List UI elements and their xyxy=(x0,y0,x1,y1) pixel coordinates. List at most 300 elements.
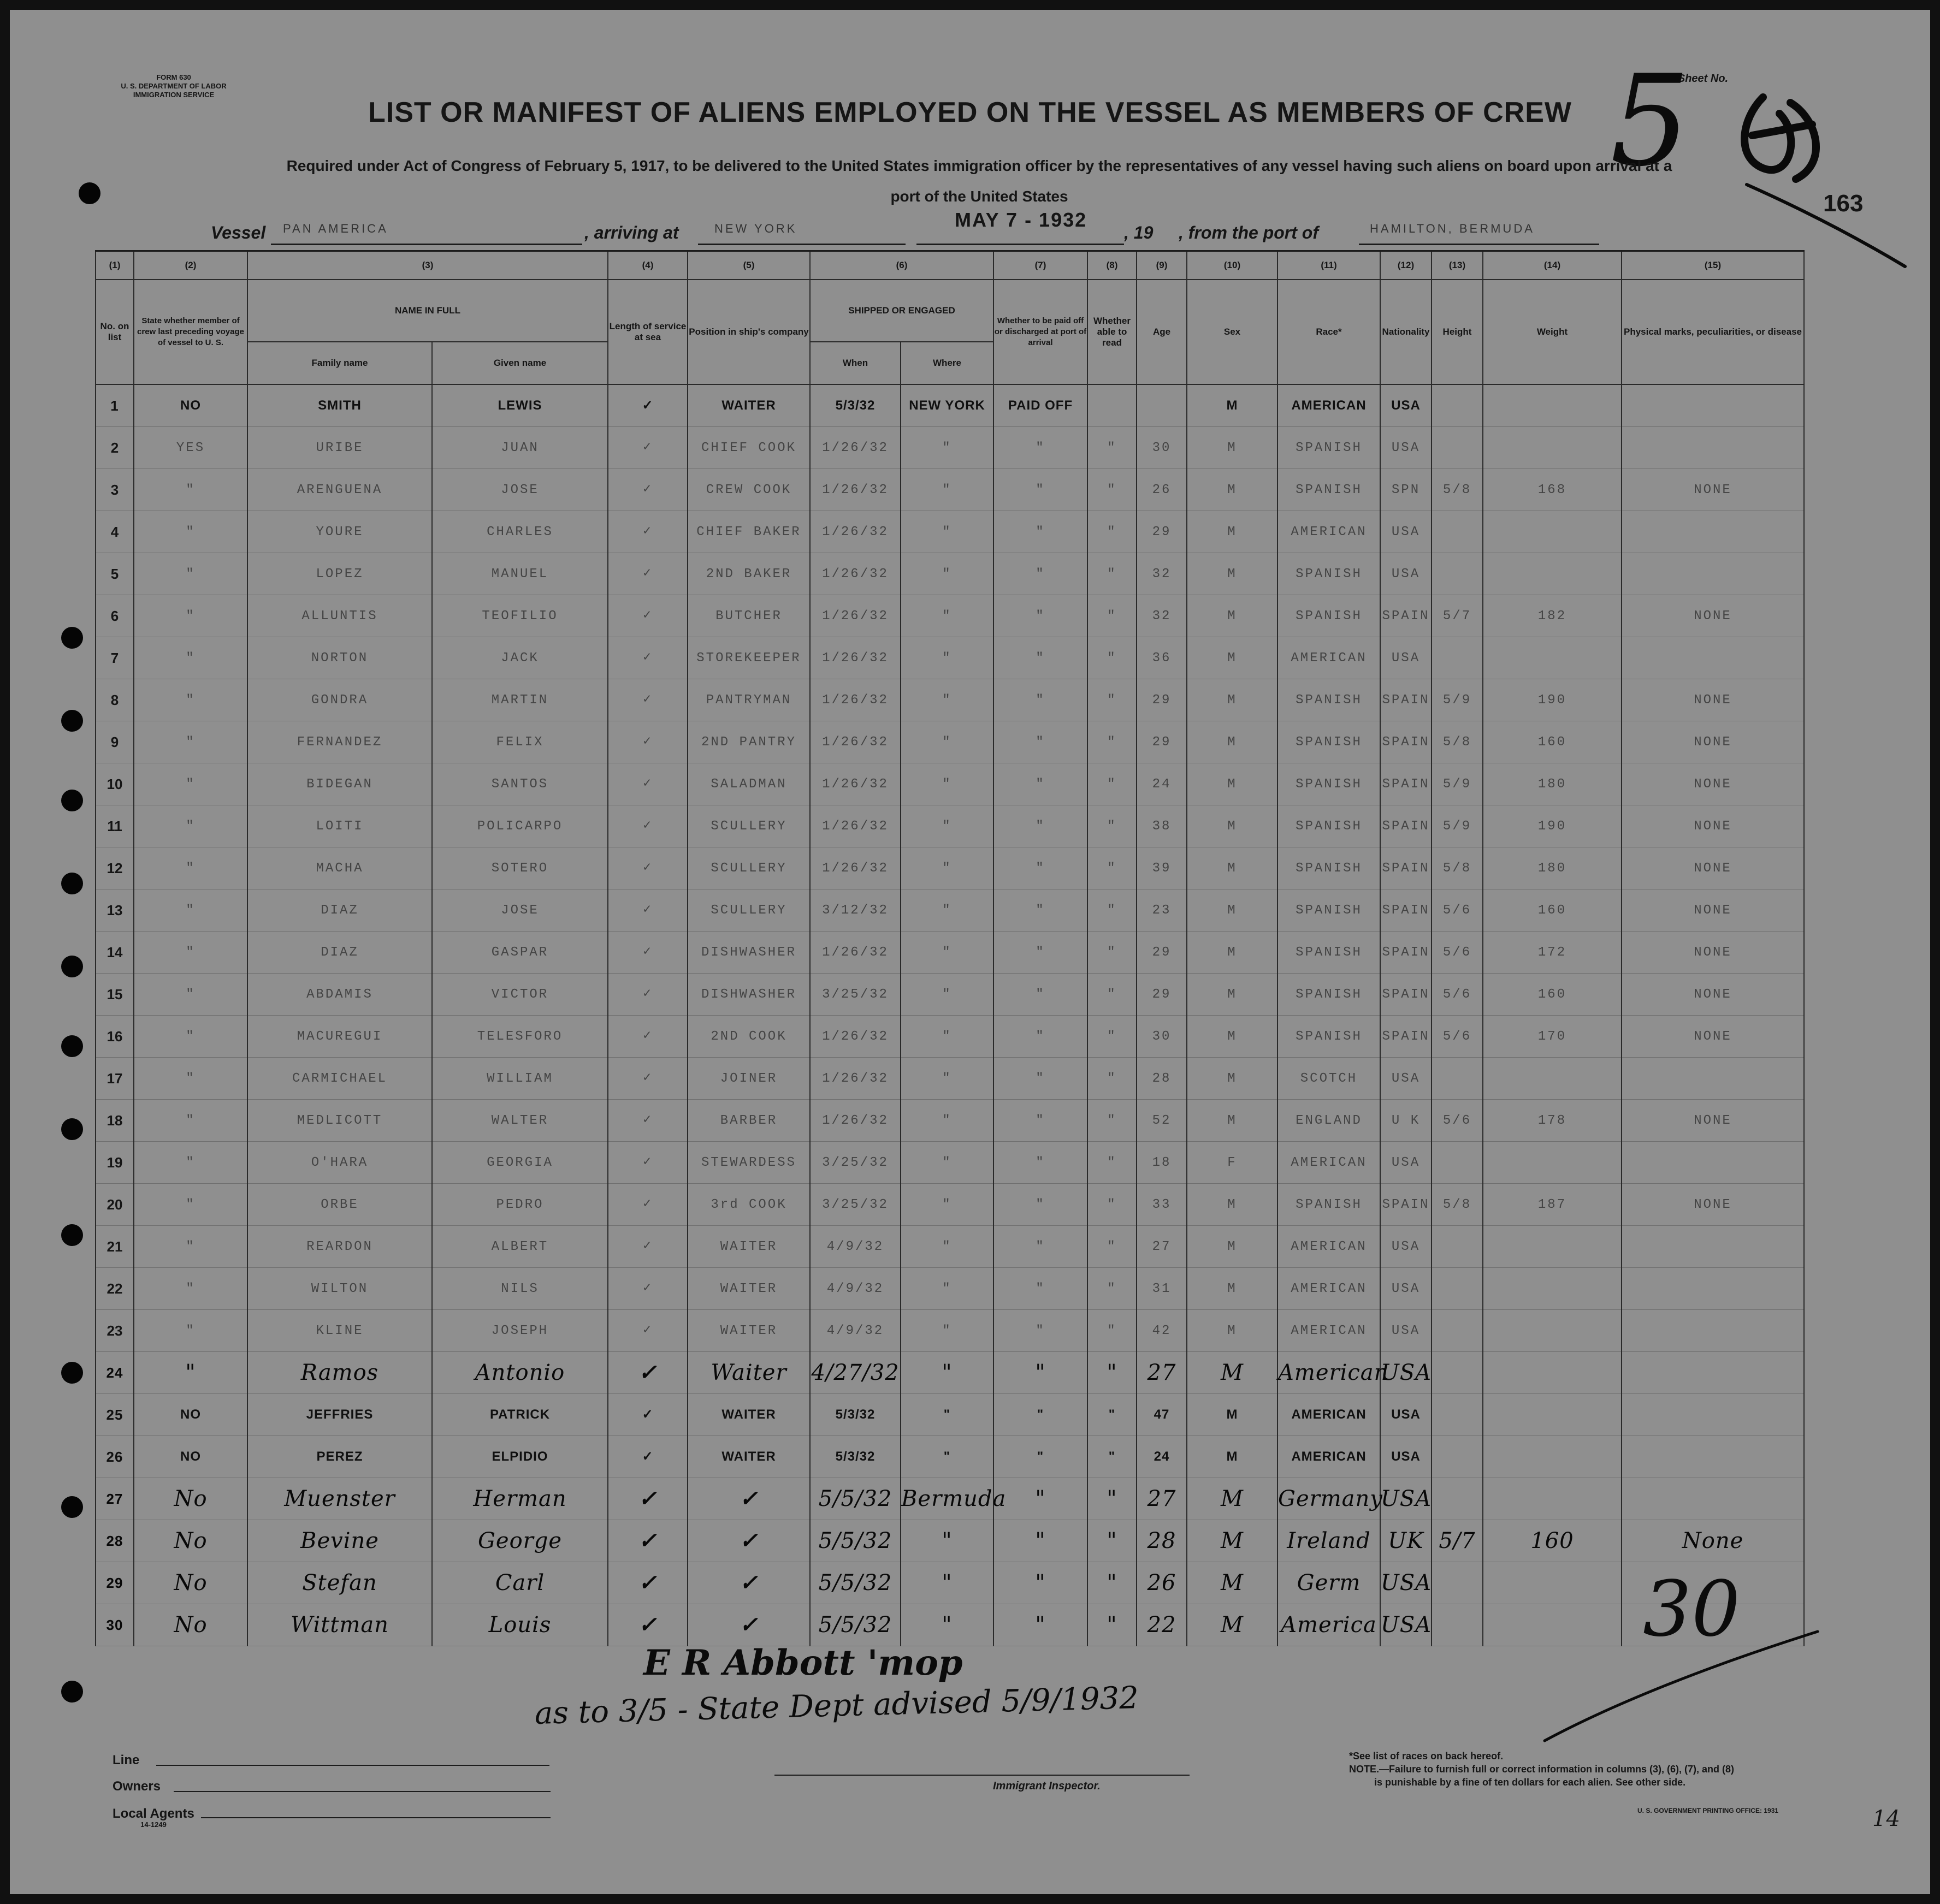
cell-shipped-where: " xyxy=(901,511,993,553)
cell-length-of-service: ✓ xyxy=(608,974,688,1016)
cell-paid-off: " xyxy=(993,1310,1087,1352)
cell-previous-voyage: No xyxy=(134,1604,247,1646)
cell-position: WAITER xyxy=(688,1394,810,1436)
cell-length-of-service: ✓ xyxy=(608,1226,688,1268)
cell-position: STOREKEEPER xyxy=(688,637,810,679)
cell-height xyxy=(1432,384,1483,427)
cell-sex: M xyxy=(1187,1016,1277,1058)
cell-position: BUTCHER xyxy=(688,595,810,637)
cell-height: 5/6 xyxy=(1432,1100,1483,1142)
cell-shipped-when: 1/26/32 xyxy=(810,637,901,679)
table-row xyxy=(96,721,1804,763)
cell-age: 32 xyxy=(1137,553,1187,595)
header-sex: Sex xyxy=(1187,280,1277,384)
cell-given-name: MARTIN xyxy=(432,679,608,721)
cell-family-name: FERNANDEZ xyxy=(247,721,432,763)
cell-height: 5/8 xyxy=(1432,1184,1483,1226)
cell-shipped-where: " xyxy=(901,805,993,847)
cell-age: 24 xyxy=(1137,763,1187,805)
cell-able-to-read: " xyxy=(1087,1268,1137,1310)
cell-shipped-where: " xyxy=(901,679,993,721)
cell-weight: 160 xyxy=(1483,721,1622,763)
cell-shipped-when: 5/5/32 xyxy=(810,1478,901,1520)
cell-length-of-service: ✓ xyxy=(608,1352,688,1394)
binder-hole xyxy=(61,627,83,649)
table-row xyxy=(96,469,1804,511)
cell-given-name: Herman xyxy=(432,1478,608,1520)
cell-sex: M xyxy=(1187,595,1277,637)
cell-shipped-when: 1/26/32 xyxy=(810,847,901,889)
cell-length-of-service: ✓ xyxy=(608,1604,688,1646)
cell-nationality: USA xyxy=(1380,1310,1432,1352)
arriving-port: NEW YORK xyxy=(714,222,797,235)
cell-race: American xyxy=(1277,1352,1380,1394)
cell-age: 32 xyxy=(1137,595,1187,637)
column-number: (1) xyxy=(96,251,134,280)
cell-length-of-service: ✓ xyxy=(608,721,688,763)
cell-previous-voyage: " xyxy=(134,1142,247,1184)
cell-race: SPANISH xyxy=(1277,805,1380,847)
binder-hole xyxy=(61,1681,83,1703)
cell-race: AMERICAN xyxy=(1277,1226,1380,1268)
cell-family-name: KLINE xyxy=(247,1310,432,1352)
cell-age: 31 xyxy=(1137,1268,1187,1310)
header-physical-marks: Physical marks, peculiarities, or disease xyxy=(1622,280,1804,384)
department-name: U. S. DEPARTMENT OF LABOR xyxy=(121,82,227,90)
cell-able-to-read: " xyxy=(1087,1100,1137,1142)
column-number: (2) xyxy=(134,251,247,280)
cell-shipped-where: " xyxy=(901,1016,993,1058)
cell-nationality: USA xyxy=(1380,637,1432,679)
cell-previous-voyage: " xyxy=(134,1184,247,1226)
cell-physical-marks xyxy=(1622,1142,1804,1184)
cell-row-number: 10 xyxy=(96,763,134,805)
cell-shipped-when: 1/26/32 xyxy=(810,1016,901,1058)
cell-row-number: 25 xyxy=(96,1394,134,1436)
header-position: Position in ship's company xyxy=(688,280,810,384)
cell-sex: M xyxy=(1187,511,1277,553)
cell-height xyxy=(1432,1352,1483,1394)
cell-family-name: Muenster xyxy=(247,1478,432,1520)
cell-row-number: 2 xyxy=(96,427,134,469)
vessel-label: Vessel xyxy=(211,223,266,242)
cell-length-of-service: ✓ xyxy=(608,1436,688,1478)
cell-physical-marks: NONE xyxy=(1622,763,1804,805)
cell-previous-voyage: " xyxy=(134,932,247,974)
cell-shipped-where: " xyxy=(901,553,993,595)
inspector-signature-line xyxy=(774,1775,1190,1776)
column-number: (4) xyxy=(608,251,688,280)
cell-age: 22 xyxy=(1137,1604,1187,1646)
cell-paid-off: " xyxy=(993,553,1087,595)
cell-race: SPANISH xyxy=(1277,679,1380,721)
cell-row-number: 20 xyxy=(96,1184,134,1226)
cell-able-to-read: " xyxy=(1087,469,1137,511)
cell-physical-marks xyxy=(1622,553,1804,595)
cell-previous-voyage: No xyxy=(134,1478,247,1520)
cell-given-name: Louis xyxy=(432,1604,608,1646)
cell-shipped-when: 1/26/32 xyxy=(810,1058,901,1100)
cell-weight xyxy=(1483,637,1622,679)
cell-given-name: VICTOR xyxy=(432,974,608,1016)
header-shipped-or-engaged: SHIPPED OR ENGAGED xyxy=(810,280,993,342)
cell-race: AMERICAN xyxy=(1277,1436,1380,1478)
cell-previous-voyage: " xyxy=(134,763,247,805)
cell-family-name: LOPEZ xyxy=(247,553,432,595)
cell-weight xyxy=(1483,553,1622,595)
cell-shipped-when: 1/26/32 xyxy=(810,932,901,974)
cell-given-name: JOSEPH xyxy=(432,1310,608,1352)
cell-physical-marks: NONE xyxy=(1622,1100,1804,1142)
cell-shipped-when: 5/5/32 xyxy=(810,1562,901,1604)
cell-position: JOINER xyxy=(688,1058,810,1100)
cell-shipped-where: NEW YORK xyxy=(901,384,993,427)
table-row xyxy=(96,1478,1804,1520)
cell-given-name: ELPIDIO xyxy=(432,1436,608,1478)
cell-nationality: USA xyxy=(1380,1394,1432,1436)
cell-given-name: JACK xyxy=(432,637,608,679)
cell-row-number: 11 xyxy=(96,805,134,847)
cell-paid-off: " xyxy=(993,1478,1087,1520)
cell-shipped-when: 4/9/32 xyxy=(810,1268,901,1310)
cell-nationality: SPAIN xyxy=(1380,889,1432,932)
cell-height xyxy=(1432,1562,1483,1604)
cell-family-name: PEREZ xyxy=(247,1436,432,1478)
cell-row-number: 13 xyxy=(96,889,134,932)
cell-given-name: WILLIAM xyxy=(432,1058,608,1100)
header-race: Race* xyxy=(1277,280,1380,384)
cell-physical-marks xyxy=(1622,427,1804,469)
cell-height xyxy=(1432,427,1483,469)
cell-shipped-where: " xyxy=(901,1436,993,1478)
cell-length-of-service: ✓ xyxy=(608,1520,688,1562)
cell-race: SPANISH xyxy=(1277,974,1380,1016)
cell-shipped-when: 3/25/32 xyxy=(810,974,901,1016)
table-row xyxy=(96,932,1804,974)
binder-hole xyxy=(61,873,83,894)
cell-sex: M xyxy=(1187,427,1277,469)
cell-position: ✓ xyxy=(688,1604,810,1646)
cell-paid-off: " xyxy=(993,889,1087,932)
cell-age: 42 xyxy=(1137,1310,1187,1352)
cell-row-number: 22 xyxy=(96,1268,134,1310)
cell-row-number: 6 xyxy=(96,595,134,637)
cell-physical-marks: NONE xyxy=(1622,805,1804,847)
cell-height xyxy=(1432,511,1483,553)
cell-row-number: 1 xyxy=(96,384,134,427)
cell-shipped-where: " xyxy=(901,1310,993,1352)
cell-shipped-where: Bermuda xyxy=(901,1478,993,1520)
cell-position: PANTRYMAN xyxy=(688,679,810,721)
cell-paid-off: " xyxy=(993,637,1087,679)
cell-row-number: 15 xyxy=(96,974,134,1016)
header-able-to-read: Whether able to read xyxy=(1087,280,1137,384)
requirement-line-2: port of the United States xyxy=(890,188,1068,205)
line-label: Line xyxy=(113,1753,140,1767)
cell-shipped-when: 1/26/32 xyxy=(810,763,901,805)
cell-nationality: USA xyxy=(1380,384,1432,427)
header-nationality: Nationality xyxy=(1380,280,1432,384)
cell-weight xyxy=(1483,511,1622,553)
cell-previous-voyage: " xyxy=(134,847,247,889)
cell-position: WAITER xyxy=(688,384,810,427)
column-number: (6) xyxy=(810,251,993,280)
binder-hole xyxy=(61,1224,83,1246)
form-code: 14-1249 xyxy=(140,1820,167,1829)
cell-able-to-read: " xyxy=(1087,763,1137,805)
cell-row-number: 26 xyxy=(96,1436,134,1478)
header-previous-voyage: State whether member of crew last preceding voyage of vessel to U. S. xyxy=(134,280,247,384)
cell-paid-off: " xyxy=(993,932,1087,974)
cell-length-of-service: ✓ xyxy=(608,847,688,889)
requirement-line-1: Required under Act of Congress of February 5, 1917, to be delivered to the United States immigration officer by the representatives of any vessel having such aliens on board upon arrival at a xyxy=(286,157,1672,174)
cell-family-name: SMITH xyxy=(247,384,432,427)
table-row xyxy=(96,679,1804,721)
cell-given-name: JOSE xyxy=(432,889,608,932)
arriving-label: , arriving at xyxy=(584,223,679,242)
cell-paid-off: " xyxy=(993,595,1087,637)
cell-sex: F xyxy=(1187,1142,1277,1184)
cell-row-number: 21 xyxy=(96,1226,134,1268)
table-row xyxy=(96,1520,1804,1562)
column-number: (7) xyxy=(993,251,1087,280)
cell-race: SPANISH xyxy=(1277,427,1380,469)
page-title: LIST OR MANIFEST OF ALIENS EMPLOYED ON THE VESSEL AS MEMBERS OF CREW xyxy=(368,97,1572,128)
table-row xyxy=(96,637,1804,679)
cell-row-number: 3 xyxy=(96,469,134,511)
cell-position: CHIEF BAKER xyxy=(688,511,810,553)
cell-sex: M xyxy=(1187,847,1277,889)
cell-height: 5/7 xyxy=(1432,1520,1483,1562)
cell-family-name: REARDON xyxy=(247,1226,432,1268)
cell-shipped-when: 1/26/32 xyxy=(810,679,901,721)
cell-race: ENGLAND xyxy=(1277,1100,1380,1142)
from-port-label: , from the port of xyxy=(1179,223,1318,242)
cell-height: 5/6 xyxy=(1432,932,1483,974)
cell-able-to-read: " xyxy=(1087,721,1137,763)
cell-family-name: ARENGUENA xyxy=(247,469,432,511)
cell-height xyxy=(1432,1394,1483,1436)
cell-length-of-service: ✓ xyxy=(608,805,688,847)
cell-position: WAITER xyxy=(688,1268,810,1310)
total-count-handwritten: 30 xyxy=(1643,1565,1741,1654)
cell-race: SPANISH xyxy=(1277,721,1380,763)
cell-previous-voyage: " xyxy=(134,1100,247,1142)
cell-age: 27 xyxy=(1137,1478,1187,1520)
owners-label: Owners xyxy=(113,1779,161,1794)
cell-sex: M xyxy=(1187,763,1277,805)
cell-row-number: 30 xyxy=(96,1604,134,1646)
cell-paid-off: " xyxy=(993,805,1087,847)
cell-nationality: SPAIN xyxy=(1380,847,1432,889)
cell-shipped-when: 5/3/32 xyxy=(810,1436,901,1478)
table-row xyxy=(96,1268,1804,1310)
table-row xyxy=(96,1100,1804,1142)
cell-previous-voyage: " xyxy=(134,679,247,721)
cell-age xyxy=(1137,384,1187,427)
header-height: Height xyxy=(1432,280,1483,384)
state-dept-annotation: as to 3/5 - State Dept advised 5/9/1932 xyxy=(534,1680,1139,1731)
cell-able-to-read: " xyxy=(1087,847,1137,889)
vessel-name: PAN AMERICA xyxy=(283,222,388,235)
cell-shipped-when: 1/26/32 xyxy=(810,427,901,469)
cell-height: 5/8 xyxy=(1432,469,1483,511)
cell-sex: M xyxy=(1187,384,1277,427)
cell-position: CHIEF COOK xyxy=(688,427,810,469)
cell-row-number: 4 xyxy=(96,511,134,553)
cell-age: 23 xyxy=(1137,889,1187,932)
cell-race: SPANISH xyxy=(1277,847,1380,889)
cell-height xyxy=(1432,553,1483,595)
cell-physical-marks xyxy=(1622,1268,1804,1310)
cell-length-of-service: ✓ xyxy=(608,427,688,469)
cell-weight: 160 xyxy=(1483,1520,1622,1562)
cell-length-of-service: ✓ xyxy=(608,1268,688,1310)
cell-height xyxy=(1432,637,1483,679)
cell-family-name: Stefan xyxy=(247,1562,432,1604)
local-agents-label: Local Agents xyxy=(113,1806,194,1821)
cell-height: 5/6 xyxy=(1432,974,1483,1016)
cell-family-name: Ramos xyxy=(247,1352,432,1394)
column-number: (3) xyxy=(247,251,608,280)
cell-position: WAITER xyxy=(688,1436,810,1478)
cell-sex: M xyxy=(1187,974,1277,1016)
cell-height xyxy=(1432,1478,1483,1520)
cell-previous-voyage: " xyxy=(134,511,247,553)
cell-age: 36 xyxy=(1137,637,1187,679)
cell-age: 29 xyxy=(1137,932,1187,974)
crew-manifest-table xyxy=(95,250,1805,1654)
cell-sex: M xyxy=(1187,1478,1277,1520)
cell-position: CREW COOK xyxy=(688,469,810,511)
cell-able-to-read: " xyxy=(1087,679,1137,721)
cell-sex: M xyxy=(1187,932,1277,974)
table-row xyxy=(96,1016,1804,1058)
cell-race: SCOTCH xyxy=(1277,1058,1380,1100)
cell-weight: 178 xyxy=(1483,1100,1622,1142)
cell-family-name: ABDAMIS xyxy=(247,974,432,1016)
table-row xyxy=(96,847,1804,889)
cell-position: Waiter xyxy=(688,1352,810,1394)
header-where: Where xyxy=(901,342,993,384)
cell-race: SPANISH xyxy=(1277,595,1380,637)
cell-given-name: CHARLES xyxy=(432,511,608,553)
binder-hole xyxy=(61,1035,83,1057)
cell-physical-marks: NONE xyxy=(1622,889,1804,932)
cell-row-number: 8 xyxy=(96,679,134,721)
cell-physical-marks: NONE xyxy=(1622,1016,1804,1058)
cell-row-number: 27 xyxy=(96,1478,134,1520)
penalty-note-line-1: NOTE.—Failure to furnish full or correct information in columns (3), (6), (7), and (8) xyxy=(1349,1764,1735,1775)
table-row xyxy=(96,1142,1804,1184)
cell-given-name: Antonio xyxy=(432,1352,608,1394)
cell-shipped-where: " xyxy=(901,1520,993,1562)
cell-family-name: BIDEGAN xyxy=(247,763,432,805)
table-row xyxy=(96,1226,1804,1268)
cell-shipped-when: 5/3/32 xyxy=(810,384,901,427)
cell-row-number: 23 xyxy=(96,1310,134,1352)
table-row xyxy=(96,511,1804,553)
cell-weight xyxy=(1483,1562,1622,1604)
cell-family-name: O'HARA xyxy=(247,1142,432,1184)
inspector-signature xyxy=(643,1642,963,1683)
cell-paid-off: " xyxy=(993,1562,1087,1604)
cell-nationality: USA xyxy=(1380,427,1432,469)
cell-previous-voyage: No xyxy=(134,1562,247,1604)
cell-length-of-service: ✓ xyxy=(608,1394,688,1436)
cell-race: SPANISH xyxy=(1277,1184,1380,1226)
cell-length-of-service: ✓ xyxy=(608,1478,688,1520)
cell-race: AMERICAN xyxy=(1277,384,1380,427)
cell-given-name: PATRICK xyxy=(432,1394,608,1436)
cell-weight xyxy=(1483,384,1622,427)
header-weight: Weight xyxy=(1483,280,1622,384)
cell-row-number: 9 xyxy=(96,721,134,763)
header-name-in-full: NAME IN FULL xyxy=(247,280,608,342)
cell-given-name: MANUEL xyxy=(432,553,608,595)
cell-shipped-when: 1/26/32 xyxy=(810,1100,901,1142)
cell-paid-off: " xyxy=(993,1604,1087,1646)
cell-shipped-when: 3/12/32 xyxy=(810,889,901,932)
cell-shipped-where: " xyxy=(901,1562,993,1604)
cell-race: AMERICAN xyxy=(1277,1394,1380,1436)
cell-sex: M xyxy=(1187,1562,1277,1604)
cell-given-name: LEWIS xyxy=(432,384,608,427)
header-family-name: Family name xyxy=(247,342,432,384)
cell-race: Germany xyxy=(1277,1478,1380,1520)
cell-shipped-where: " xyxy=(901,1394,993,1436)
cell-sex: M xyxy=(1187,1226,1277,1268)
cell-height: 5/8 xyxy=(1432,721,1483,763)
from-port-line xyxy=(1359,244,1599,245)
cell-able-to-read: " xyxy=(1087,932,1137,974)
cell-family-name: Wittman xyxy=(247,1604,432,1646)
cell-weight xyxy=(1483,1310,1622,1352)
cell-row-number: 14 xyxy=(96,932,134,974)
cell-shipped-where: " xyxy=(901,1058,993,1100)
cell-weight: 160 xyxy=(1483,889,1622,932)
from-port: HAMILTON, BERMUDA xyxy=(1370,222,1535,235)
cell-previous-voyage: NO xyxy=(134,1436,247,1478)
column-number: (5) xyxy=(688,251,810,280)
cell-sex: M xyxy=(1187,805,1277,847)
cell-length-of-service: ✓ xyxy=(608,1310,688,1352)
cell-physical-marks xyxy=(1622,1058,1804,1100)
cell-position: BARBER xyxy=(688,1100,810,1142)
cell-sex: M xyxy=(1187,469,1277,511)
cell-height xyxy=(1432,1310,1483,1352)
cell-age: 29 xyxy=(1137,511,1187,553)
total-count-stroke xyxy=(1539,1626,1823,1746)
cell-age: 47 xyxy=(1137,1394,1187,1436)
cell-family-name: URIBE xyxy=(247,427,432,469)
cell-shipped-when: 5/5/32 xyxy=(810,1604,901,1646)
cell-shipped-when: 3/25/32 xyxy=(810,1142,901,1184)
cell-weight xyxy=(1483,1352,1622,1394)
cell-physical-marks xyxy=(1622,1226,1804,1268)
table-row xyxy=(96,1310,1804,1352)
cell-weight xyxy=(1483,1394,1622,1436)
cell-height: 5/6 xyxy=(1432,889,1483,932)
header-age: Age xyxy=(1137,280,1187,384)
penalty-note-line-2: is punishable by a fine of ten dollars for each alien. See other side. xyxy=(1374,1777,1686,1788)
cell-physical-marks xyxy=(1622,637,1804,679)
cell-family-name: ALLUNTIS xyxy=(247,595,432,637)
cell-family-name: WILTON xyxy=(247,1268,432,1310)
cell-nationality: USA xyxy=(1380,1352,1432,1394)
cell-sex: M xyxy=(1187,1058,1277,1100)
cell-shipped-where: " xyxy=(901,1184,993,1226)
